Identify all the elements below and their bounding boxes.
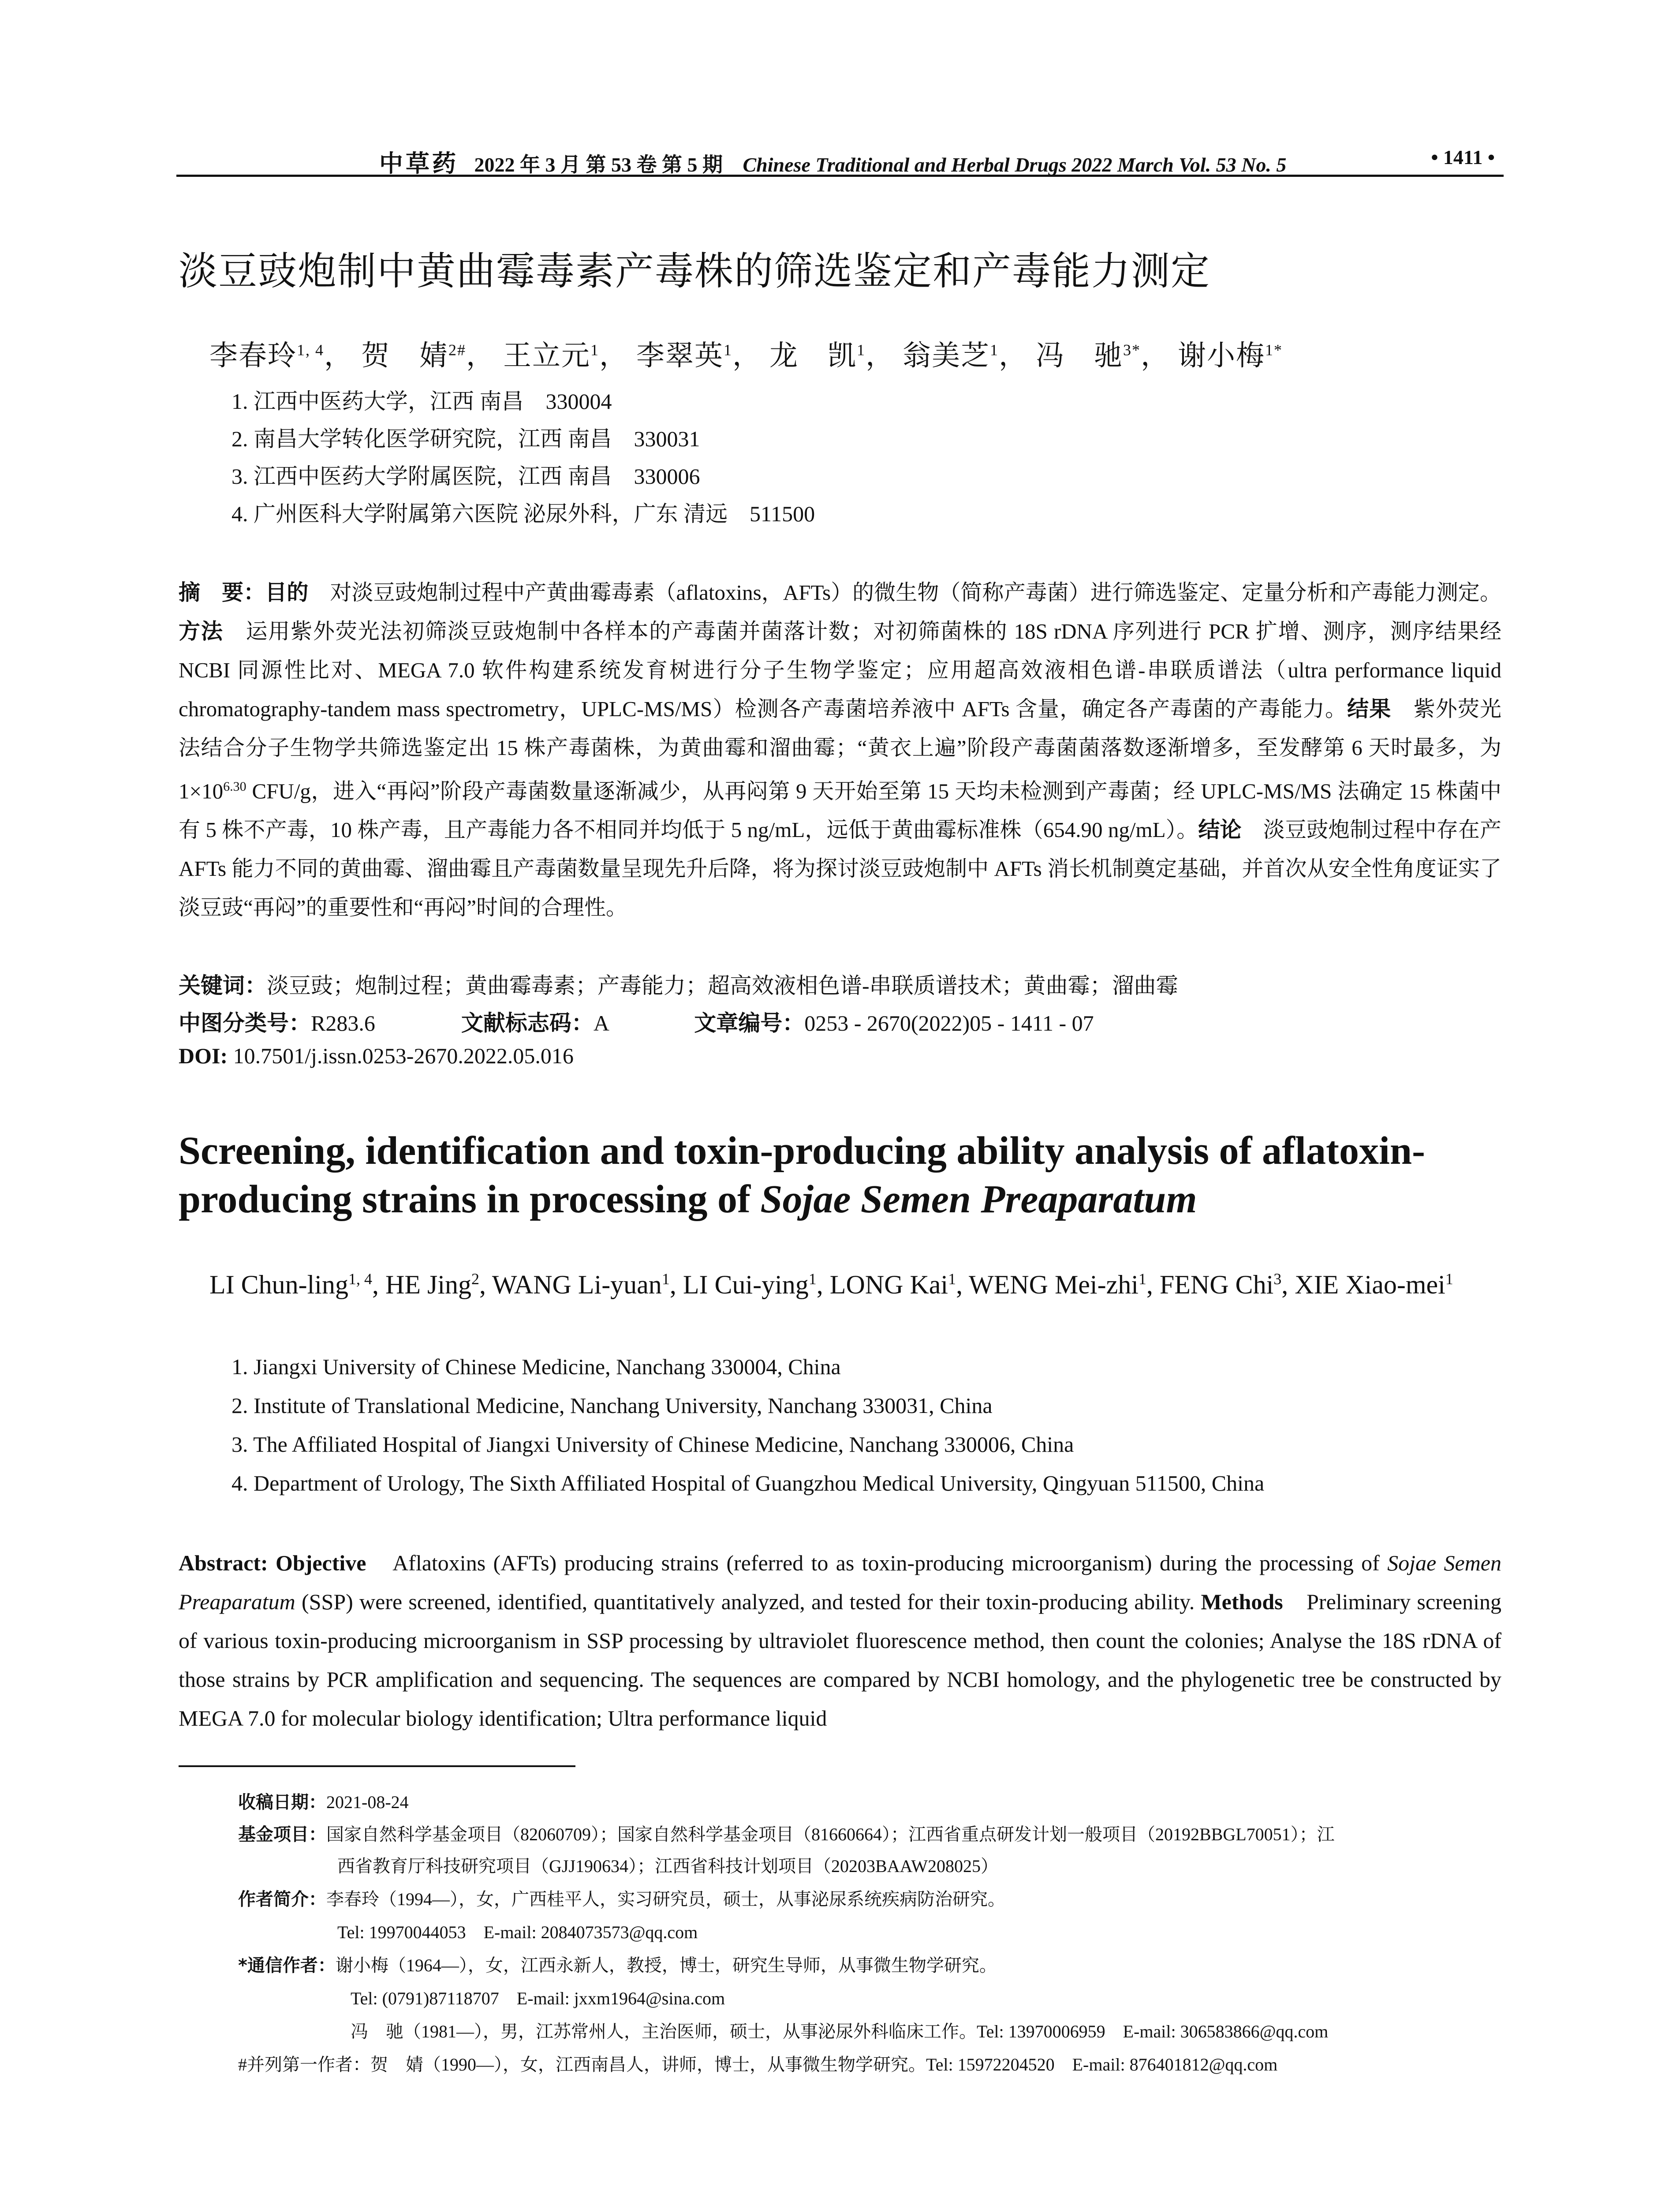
author-name: 王立元	[503, 340, 590, 371]
footnote-author	[238, 1885, 1005, 1910]
author-sup: 1	[990, 341, 999, 359]
journal-info	[379, 145, 1286, 179]
results-label: 结果	[1347, 696, 1392, 721]
author-name: 李翠英	[636, 340, 724, 371]
footnote-fund	[238, 1820, 1335, 1846]
author-name-en: HE Jing	[385, 1270, 471, 1299]
results-text-cont: CFU/g，进入“再闷”阶段产毒菌数量逐渐减少，从再闷第 9 天开始至第 15 天均未检测到产毒菌；经 UPLC-MS/MS 法确定 15 株菌中有 5 株不产毒，10 株产毒，且产毒能力各不相同并均低于 5 ng/mL，远低于黄曲霉标准株（654.90 ng/mL）。	[179, 779, 1501, 842]
article-title-cn: 淡豆豉炮制中黄曲霉毒素产毒株的筛选鉴定和产毒能力测定	[179, 248, 1211, 294]
article-title-en	[179, 1127, 1501, 1224]
affiliation-en: 3. The Affiliated Hospital of Jiangxi University of Chinese Medicine, Nanchang 330006, China	[231, 1432, 1074, 1457]
author-sup-en: 1	[808, 1270, 817, 1288]
footnote-divider	[179, 1765, 575, 1767]
doc-code-value: A	[593, 1011, 609, 1035]
affiliation-cn: 1. 江西中医药大学，江西 南昌 330004	[231, 389, 612, 414]
methods-label: 方法	[179, 619, 224, 644]
doi-value: 10.7501/j.issn.0253-2670.2022.05.016	[233, 1043, 574, 1068]
running-header	[176, 140, 1504, 177]
affiliation-cn: 4. 广州医科大学附属第六医院 泌尿外科，广东 清远 511500	[231, 501, 815, 526]
journal-logo: 中草药	[379, 150, 459, 177]
author-sup-en: 1	[1138, 1270, 1146, 1288]
author-list-cn: 李春玲$^{1, 4}$， 贺 婧$^{2\#}$， 王立元$^1$， 李翠英$^1$， 龙 凯$^1$， 翁美芝$^1$， 冯 驰$^{3*}$， 谢小梅$^{1*}$	[209, 340, 1283, 371]
affiliation-en: 1. Jiangxi University of Chinese Medicine, Nanchang 330004, China	[231, 1354, 841, 1379]
author-sup: 2#	[448, 341, 466, 359]
author-name: 冯 驰	[1036, 340, 1123, 371]
author-name-en: WENG Mei-zhi	[969, 1270, 1139, 1299]
doi	[179, 1043, 574, 1069]
author-name-en: LONG Kai	[829, 1270, 948, 1299]
author-name-en: LI Cui-ying	[683, 1270, 809, 1299]
footnote-author-contact: Tel: 19970044053 E-mail: 2084073573@qq.com	[337, 1922, 698, 1942]
author-sup-en: 1	[948, 1270, 956, 1288]
author-sup-en: 1, 4	[348, 1270, 372, 1288]
affiliation-en: 4. Department of Urology, The Sixth Affiliated Hospital of Guangzhou Medical University, Qingyuan 511500, China	[231, 1471, 1265, 1495]
corresponding-label: *通信作者：	[238, 1955, 336, 1976]
objective-en-italic: Sojae Semen Preaparatum	[179, 1551, 1501, 1614]
abstract-cn	[179, 573, 1501, 927]
footnote-corresponding-2: 冯 驰（1981—），男，江苏常州人，主治医师，硕士，从事泌尿外科临床工作。Tel: 13970006959 E-mail: 306583866@qq.com	[351, 2022, 1329, 2041]
abstract-en-label: Abstract: Objective	[179, 1551, 366, 1575]
author-name: 谢小梅	[1178, 340, 1265, 371]
methods-en-text: Preliminary screening of various toxin-producing microorganism in SSP processing by ultraviolet fluorescence method, then count the colonies; Analyse the 18S rDNA of those strains by PCR amplification and sequencing. The sequences are compared by NCBI homology, and the phylogenetic tree be constructed by MEGA 7.0 for molecular biology identification; Ultra performance liquid	[179, 1589, 1501, 1730]
keywords	[179, 968, 1178, 1000]
methods-text: 运用紫外荧光法初筛淡豆豉炮制中各样本的产毒菌并菌落计数；对初筛菌株的 18S rDNA 序列进行 PCR 扩增、测序，测序结果经 NCBI 同源性比对、MEGA 7.0 软件构建系统发育树进行分子生物学鉴定；应用超高效液相色谱-串联质谱法（ultra performance liquid chromatography-tandem mass spectrometry，UPLC-MS/MS）检测各产毒菌培养液中 AFTs 含量，确定各产毒菌的产毒能力。	[179, 619, 1501, 721]
footnote-corresponding	[238, 1951, 997, 1977]
author-name-en: XIE Xiao-mei	[1295, 1270, 1445, 1299]
author-sup: 1	[590, 341, 599, 359]
author-sup: 3*	[1123, 341, 1141, 359]
footnote-fund-cont: 西省教育厅科技研究项目（GJJ190634）；江西省科技计划项目（20203BAAW208025）	[337, 1856, 999, 1876]
author-sup: 1, 4	[297, 341, 324, 359]
journal-issue-cn: 2022 年 3 月 第 53 卷 第 5 期	[474, 153, 723, 176]
author-name-en: WANG Li-yuan	[492, 1270, 662, 1299]
objective-text: 对淡豆豉炮制过程中产黄曲霉毒素（aflatoxins，AFTs）的微生物（简称产毒菌）进行筛选鉴定、定量分析和产毒能力测定。	[308, 580, 1501, 605]
footnote-received	[238, 1788, 409, 1813]
keywords-text: 淡豆豉；炮制过程；黄曲霉毒素；产毒能力；超高效液相色谱-串联质谱技术；黄曲霉；溜曲霉	[267, 973, 1178, 998]
author-sup: 1	[724, 341, 732, 359]
journal-issue-en: Chinese Traditional and Herbal Drugs 2022 March Vol. 53 No. 5	[743, 153, 1287, 176]
doi-label: DOI:	[179, 1043, 228, 1068]
author-bio-text: 李春玲（1994—），女，广西桂平人，实习研究员，硕士，从事泌尿系统疾病防治研究。	[326, 1889, 1005, 1909]
conclusion-text: 淡豆豉炮制过程中存在产 AFTs 能力不同的黄曲霉、溜曲霉且产毒菌数量呈现先升后降，将为探讨淡豆豉炮制中 AFTs 消长机制奠定基础，并首次从安全性角度证实了淡豆豉“再闷”的重要性和“再闷”时间的合理性。	[179, 818, 1501, 920]
author-name: 贺 婧	[361, 340, 448, 371]
author-name-en: FENG Chi	[1159, 1270, 1274, 1299]
keywords-label: 关键词：	[179, 973, 267, 998]
abstract-en	[179, 1544, 1501, 1738]
fund-label: 基金项目：	[238, 1824, 326, 1845]
author-name-en: LI Chun-ling	[209, 1270, 348, 1299]
results-text: 紫外荧光法结合分子生物学共筛选鉴定出 15 株产毒菌株，为黄曲霉和溜曲霉；“黄衣上遍”阶段产毒菌菌落数逐渐增多，至发酵第 6 天时最多，为 1×10	[179, 697, 1501, 804]
abstract-label: 摘 要：	[179, 580, 265, 605]
received-value: 2021-08-24	[326, 1792, 409, 1812]
author-sup-en: 1	[661, 1270, 670, 1288]
author-list-en: LI Chun-ling$^{1, 4}$, HE Jing$^2$, WANG Li-yuan$^1$, LI Cui-ying$^1$, LONG Kai$^1$, WENG Mei-zhi$^1$, FENG Chi$^3$, XIE Xiao-mei$^1$	[209, 1270, 1453, 1299]
author-name: 翁美芝	[903, 340, 990, 371]
objective-label: 目的	[265, 580, 309, 605]
article-number-value: 0253 - 2670(2022)05 - 1411 - 07	[804, 1011, 1094, 1035]
title-en-italic: Sojae Semen Preaparatum	[760, 1177, 1197, 1221]
results-exponent: 6.30	[223, 779, 246, 794]
author-name: 龙 凯	[769, 340, 857, 371]
author-sup: 1*	[1265, 341, 1283, 359]
received-label: 收稿日期：	[238, 1792, 326, 1813]
clc-value: R283.6	[311, 1011, 375, 1035]
corresponding-text: 谢小梅（1964—），女，江西永新人，教授，博士，研究生导师，从事微生物学研究。	[335, 1955, 997, 1975]
methods-en-label: Methods	[1201, 1589, 1283, 1614]
affiliation-cn: 3. 江西中医药大学附属医院，江西 南昌 330006	[231, 464, 700, 489]
fund-text: 国家自然科学基金项目（82060709）；国家自然科学基金项目（81660664）；江西省重点研发计划一般项目（20192BBGL70051）；江	[326, 1824, 1335, 1844]
author-name: 李春玲	[209, 340, 297, 371]
author-sup-en: 2	[471, 1270, 479, 1288]
classification	[179, 1005, 1094, 1037]
author-bio-label: 作者简介：	[238, 1889, 326, 1910]
title-en-text: Screening, identification and toxin-producing ability analysis of aflatoxin-producing strains in processing of	[179, 1129, 1426, 1221]
author-sup-en: 1	[1445, 1270, 1453, 1288]
author-sup-en: 3	[1273, 1270, 1282, 1288]
author-sup: 1	[857, 341, 866, 359]
article-number-label: 文章编号：	[694, 1010, 805, 1036]
page-number: • 1411 •	[1431, 146, 1495, 168]
doc-code-label: 文献标志码：	[461, 1010, 594, 1036]
affiliation-en: 2. Institute of Translational Medicine, Nanchang University, Nanchang 330031, China	[231, 1393, 993, 1418]
objective-en-text: Aflatoxins (AFTs) producing strains (referred to as toxin-producing microorganism) during the processing of	[366, 1551, 1388, 1575]
conclusion-label: 结论	[1198, 817, 1242, 843]
objective-en-text-cont: (SSP) were screened, identified, quantitatively analyzed, and tested for their toxin-producing ability.	[295, 1589, 1201, 1614]
footnote-cofirst: #并列第一作者：贺 婧（1990—），女，江西南昌人，讲师，博士，从事微生物学研究。Tel: 15972204520 E-mail: 876401812@qq.com	[238, 2055, 1278, 2074]
clc-label: 中图分类号：	[179, 1010, 311, 1036]
affiliation-cn: 2. 南昌大学转化医学研究院，江西 南昌 330031	[231, 426, 700, 451]
footnote-corresponding-contact: Tel: (0791)87118707 E-mail: jxxm1964@sina.com	[351, 1988, 725, 2008]
